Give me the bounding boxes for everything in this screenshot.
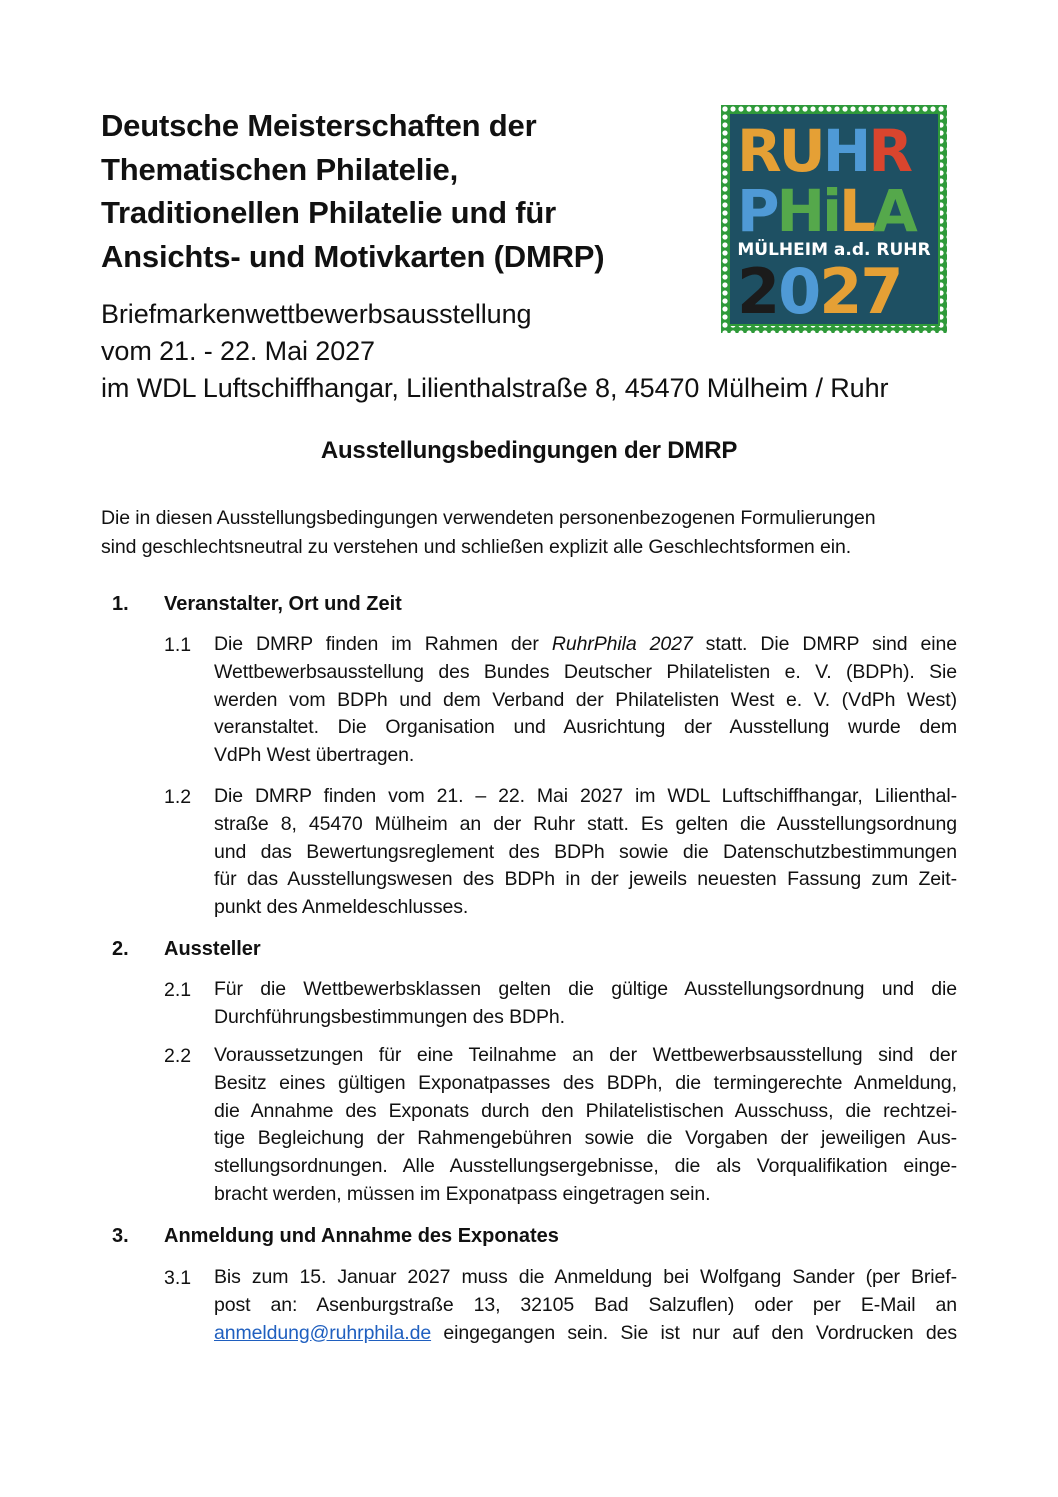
title-line: Traditionellen Philatelie und für bbox=[101, 195, 557, 230]
item-line: punkt des Anmeldeschlusses. bbox=[214, 896, 469, 919]
svg-text:PHiLA: PHiLA bbox=[737, 177, 915, 245]
item-line: die Annahme des Exponats durch den Philatelistischen Ausschuss, die rechtzei- bbox=[214, 1099, 957, 1122]
item-line: Besitz eines gültigen Exponatpasses des BDPh, die termingerechte Anmeldung, bbox=[214, 1071, 957, 1094]
item-line: Voraussetzungen für eine Teilnahme an der Wettbewerbsausstellung sind der bbox=[214, 1044, 957, 1066]
item-line: werden vom BDPh und dem Verband der Philatelisten West e. V. (VdPh West) bbox=[214, 688, 957, 711]
item-line: Die DMRP finden im Rahmen der RuhrPhila 2027 statt. Die DMRP sind eine bbox=[214, 633, 958, 655]
item-line: post an: Asenburgstraße 13, 32105 Bad Salzuflen) oder per E-Mail an bbox=[214, 1293, 957, 1316]
section-heading: Ausstellungsbedingungen der DMRP bbox=[320, 437, 738, 464]
item-number: 1.1 bbox=[164, 634, 192, 656]
item-text bbox=[214, 783, 957, 922]
section-number: 1. bbox=[112, 593, 129, 615]
item-line: und das Bewertungsreglement des BDPh sowie die Datenschutzbestimmungen bbox=[214, 840, 957, 863]
subheading-line: im WDL Luftschiffhangar, Lilienthalstraße 8, 45470 Mülheim / Ruhr bbox=[101, 373, 889, 403]
item-line: stellungsordnungen. Alle Ausstellungsergebnisse, die als Vorqualifikation einge- bbox=[214, 1155, 957, 1178]
item-number: 1.2 bbox=[164, 786, 192, 808]
item-line: veranstaltet. Die Organisation und Ausrichtung der Ausstellung wurde dem bbox=[214, 716, 957, 739]
item-line: anmeldung@ruhrphila.de eingegangen sein. Sie ist nur auf den Vordrucken des bbox=[214, 1321, 957, 1344]
intro-paragraph bbox=[101, 504, 961, 561]
item-line: straße 8, 45470 Mülheim an der Ruhr statt. Es gelten die Ausstellungsordnung bbox=[214, 812, 957, 835]
section-number: 2. bbox=[112, 938, 129, 960]
subheading-line: vom 21. - 22. Mai 2027 bbox=[101, 336, 375, 366]
item-line: Bis zum 15. Januar 2027 muss die Anmeldung bei Wolfgang Sander (per Brief- bbox=[214, 1266, 957, 1288]
svg-text:MÜLHEIM a.d. RUHR: MÜLHEIM a.d. RUHR bbox=[737, 240, 931, 260]
item-text bbox=[214, 1042, 957, 1209]
item-number: 2.1 bbox=[164, 979, 192, 1001]
item-number: 3.1 bbox=[164, 1267, 192, 1289]
item-text bbox=[214, 1264, 957, 1347]
title-line: Ansichts- und Motivkarten (DMRP) bbox=[101, 238, 605, 274]
svg-text:RUHR: RUHR bbox=[737, 117, 910, 185]
section-title: Anmeldung und Annahme des Exponates bbox=[164, 1225, 559, 1247]
item-line: VdPh West übertragen. bbox=[214, 744, 415, 767]
item-line: bracht werden, müssen im Exponatpass eingetragen sein. bbox=[214, 1182, 711, 1205]
item-line: Für die Wettbewerbsklassen gelten die gültige Ausstellungsordnung und die bbox=[214, 978, 957, 1000]
section-title: Aussteller bbox=[164, 938, 261, 960]
intro-line: Die in diesen Ausstellungsbedingungen verwendeten personenbezogenen Formulierungen bbox=[101, 507, 876, 529]
intro-line: sind geschlechtsneutral zu verstehen und schließen explizit alle Geschlechtsformen ein. bbox=[101, 535, 852, 558]
item-number: 2.2 bbox=[164, 1045, 192, 1067]
section-number: 3. bbox=[112, 1225, 129, 1247]
item-text bbox=[214, 976, 957, 1032]
item-line: Durchführungsbestimmungen des BDPh. bbox=[214, 1005, 565, 1028]
document-title bbox=[101, 104, 701, 278]
item-line: Wettbewerbsausstellung des Bundes Deutscher Philatelisten e. V. (BDPh). Sie bbox=[214, 660, 957, 683]
section-title: Veranstalter, Ort und Zeit bbox=[164, 593, 402, 615]
subheading-line: Briefmarkenwettbewerbsausstellung bbox=[101, 299, 532, 329]
event-name: RuhrPhila 2027 bbox=[551, 633, 693, 655]
item-line: für das Ausstellungswesen des BDPh in der jeweils neuesten Fassung zum Zeit- bbox=[214, 868, 957, 891]
title-line: Thematischen Philatelie, bbox=[101, 151, 458, 187]
item-line: tige Begleichung der Rahmengebühren sowie die Vorgaben der jeweiligen Aus- bbox=[214, 1127, 957, 1150]
item-text bbox=[214, 631, 957, 770]
title-line: Deutsche Meisterschaften der bbox=[101, 108, 537, 143]
registration-email-link[interactable]: anmeldung@ruhrphila.de bbox=[214, 1321, 432, 1344]
event-subheading bbox=[101, 296, 1001, 407]
svg-text:2027: 2027 bbox=[737, 255, 902, 328]
item-line: Die DMRP finden vom 21. – 22. Mai 2027 im WDL Luftschiffhangar, Lilienthal- bbox=[214, 785, 957, 807]
